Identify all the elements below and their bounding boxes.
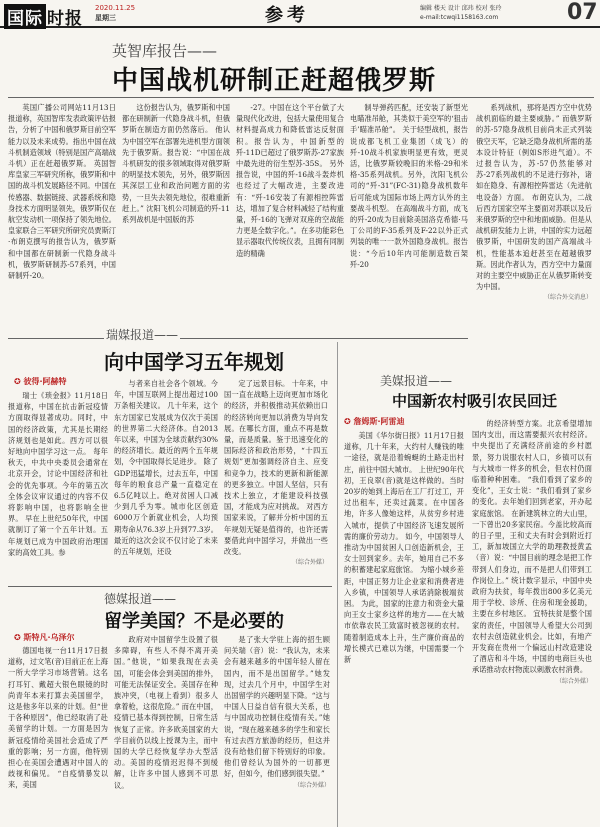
divider [8,586,332,587]
story3-byline: ✪ 斯特凡·乌泽尔 [14,633,75,642]
section-title: 参考 [265,5,309,26]
column-rule [337,342,338,827]
story1-column-5: 系列战机，那将是西方空中优势战机面临的最主要威胁。” 而俄罗斯的苏-57隐身战机目前尚未正式列装俄空天军，它缺乏隐身战机所需的基本设计特征（例如S形进气道）。不过报告认为，苏-57仍然能够对苏-27系列战机的不足进行弥补，诸如在隐身、有源相控阵雷达（先进航电设备）方面。 布朗克认为，二战后西方国家空军主要面对苏联以及后来俄罗斯的空中和地面威胁。但是从战机研发能力上讲，中国的实力远超俄罗斯，中国研发的国产高端战斗机，性能基本追赶甚至在超越俄罗斯。因此作者认为，西方空中力量面对的主要空中威胁正在从俄罗斯转变为中国。 （综合外交消息） [476,103,592,302]
divider [8,97,594,98]
story3-column-3: 是了张大学驻上海的招生顾问关瑞（音）说：“我认为，未来会有越来越多的中国年轻人留在国内，而不是出国留学。”她发现，过去几个月中，中国学生对出国留学的兴趣明显下降。“这与中国人日益自信有很大关系，也与中国成功控制住疫情有关。”她说，“现在越来越多的学生和家长有过去西方旅游的经历，但这并没有给他们留下特别好的印象。他们曾经认为国外的一切都更好，但如今，他们感到很失望。” （综合外媒） [224,635,330,789]
editor-credits: 编辑 楼天 设计 邱玮 校对 张玲 e-mail:tcwqi1158163.com [420,5,502,21]
divider [8,338,468,339]
page-number: 07 [567,0,598,25]
story2-headline: 向中国学习五年规划 [104,350,284,374]
story2-kicker: 瑞媒报道—— [106,328,179,342]
story2-column-3: 定了远景目标。 十年来，中国一直在战略上迈向更加市场化的经济，并积极推动其依赖出口的经济转向更加以消费为导向发展。在哪长方面，重点不再是数量，而是质量。鉴于迅速变化的国际经济和政治形势，“十四五规划”更加强调经济自主、应变和竞争力，技术的更新和新能源的更多独立。中国人坚信，只有技术上独立，才能建设科技强国，才能成为应对挑战。 对西方国家来说，了解并分析中国的五年规划无疑是值得的，也许还需要借此向中国学习，并做出一些改变。 （综合外媒） [224,379,328,567]
story1-column-1: 英国广播公司网站11月13日报道称，英国智库发表政策评估报告，分析了中国和俄罗斯目前空军能力以及未来成势。指出中国在战斗机制造领域（特别是国产高端战斗机）正在赶超俄罗斯。 英国智库皇家三军研究所称，俄罗斯和中国的战斗机发展路径不同。中国在传感器、数据链接、武器系统和隐身技术方面明显领先，俄罗斯仅在航空发动机一项保持了领先地位。 皇家联合三军研究所研究员贾斯汀·布朗克撰写的报告认为，俄罗斯和中国都在研制新一代隐身战斗机，俄罗斯研制苏-57系列，中国研制歼-20。 [8,103,116,281]
story3-column-1: 德国电视一台11月17日报道称，过文笔(音)目前正在上海一所大学学习市场营销。这名打耳钉、戴超大银色眼镜的时尚青年本来打算去美国留学，这是他多年以来的计划。但“世于各种原因”，他已经取消了赴美留学的计划。一方面是因为新冠疫情给美国社会造成了严重的影响；另一方面，他特别担心在美国会遭遇对中国人的歧视和偏见。 “自疫情暴发以来，美国 [8,646,108,790]
story1-column-3: -27。中国在这个平台做了大量现代化改进，包括大量使用复合材料提高成力和降低雷达反射面积。报告认为，中国新型的歼-11D已超过了俄罗斯苏-27家族中最先进的衍生型苏-35S。 另外报告说，中国的歼-16战斗轰炸机也经过了大幅改进，主要改进有：“歼-16安装了有源相控阵雷达，增加了复合材料减轻了结构重量，歼-16的飞弹对双座的空战能力更是全数字化。”。在多功能彩色显示器取代传统仪表，且拥有同制造的精确 [236,103,344,258]
masthead [0,0,600,28]
newspaper-logo: 国际 时报 [4,4,83,29]
story3-kicker: 德媒报道—— [104,592,177,606]
story1-headline: 中国战机研制正赶超俄罗斯 [112,66,437,96]
story2-column-1: 瑞士《琐金报》11月18日报道称，中国在抗击新冠疫情方面取得显著成功。同时，中国的经济政策，尤其是长期经济规划也是如此。西方可以很好地向中国学习这一点。 每年秋天，中共中央委员会通常在北京开会，讨论中国经济和社会的优先事项。今年的第五次全体会议审议通过的内容不仅将影响中国，也将影响全世界。 早在上世纪50年代，中国就制订了第一个五年计划。五年规划已成为中国政府治理国家的高效工具。参 [8,391,108,557]
issue-date: 2020.11.25 星期三 [95,4,136,22]
story1-kicker: 英智库报告—— [112,42,218,60]
story4-column-2: 的经济转型方案。北京希望增加国内支出，而这需要振兴农村经济。中央提出了充满经济前途的乡村愿景，努力说服农村人口，乡镇可以有与大城市一样多的机会，但农村仍面临着种种困难。 “我们看到了家乡的变化”，王女士说：“我们看到了家乡的变化。去年她们回到老家，开办起家庭旅馆。 在新建筑林立的大山里，一下曾出20多家民宿。今盖比较高而的日子里，王和丈夫有时会到附近打工，新加坡国立大学的助理教授黄孟（音）说：“中国目前的理念是把工作带到人们身边，而不是把人们带到工作岗位上。” 统计数字显示，中国中央政府为扶贫，每年拨出800多亿美元用于学校、诊所、住房和现金援助，主要在乡村地区。 宜特扶贫是整个国家的责任，中国领导人希望大公司到农村去创造就业机会。比如，有地产开发商在贵州一个偏远山村改造建设了酒店和斗牛场，中国的电商巨头也承诺推动农村物流以刺激农村消费。 （综合外媒） [472,419,592,685]
story1-column-2: 这份报告认为，俄罗斯和中国都在研制新一代隐身战斗机，但俄罗斯在制造方面仍然落后。 他认为中国空军在部署先进机型方面领先于俄罗斯。报告说：“中国在战斗机研发的很多领域取得对俄罗斯的明显技术领先，另外，俄罗斯因其深层工业和政治问题方面的劣势，一旦失去领先地位，很难重新赶上。” 沈阳飞机公司制造的歼-11系列战机是中国版的苏 [122,103,230,225]
story3-column-2: 政府对中国留学生设置了很多障碍，有些人不得不离开美国。”他说，“如果我现在去美国，可能会体会到美国的排外，可能无法保证安全。美国存在种族冲突，（电视上看到）很多人拿着枪，这很危险。” 而在中国，疫情已基本得到控制，日常生活恢复了正常。许多欧美国家的大学目前仍以线上授课为主，而中国的大学已经恢复学办大型活动。美国的疫情迟迟得不到缓解，让许多中国人感到不可思议。 [114,635,218,790]
story4-column-1: 美国《华尔街日报》11月17日报道称，几十年来，大约村人赚钱的唯一途径，就是沿着蜿蜒的土路走出村庄，前往中国大城市。 上世纪90年代初，王良翠(音)就是这样做的。当时20岁的她到上海后在工厂打过工，开过出租车，还卖过蔬菜。在中国各地，许多人像她这样，从贫穷乡村进入城市，提供了中国经济飞速发展所需的廉价劳动力。 如今，中国领导人推动为中国贫困人口创造新机会，王女士回到家乡。去年，她用自己不多的积蓄建起家庭旅馆。 为缩小城乡差距，中国正努力让企业家和消费者进入乡镇，中国领导人承诺消除极端贫困。 为此，国家的注意力和资金大量向王女士家乡这样的地方——在大城市依靠农民工致富时被忽视的农村。 随着制造成本上升，生产廉价商品的增长模式已难以为继，中国需要一个新 [344,431,464,665]
story4-byline: ✪ 詹姆斯·阿雷迪 [344,417,405,426]
story2-column-2: 与者来自社会各个领域。今年，中国互联网上提出超过100万条相关建议。 几十年来，这个东方国家已发展成为仅次于美国的世界第二大经济体。自2013年以来，中国为全球贡献约30%的经济增长。最近的两个五年规划，令中国取得长足进步。 除了GDP迅猛增长，过去五年，中国每年的粮食总产量一直稳定在6.5亿吨以上。绝对贫困人口减少到几乎为零。城市化区创造6000万个新就业机会，人均预期寿命从76.3岁上升到77.3岁。最近的这次会议不仅讨论了未来的五年规划，还设 [114,379,218,557]
story1-column-4: 制导弹药匹配，还安装了新型光电瞄准吊舱，其类似于美空军的‘狙击手’瞄准吊舱”。 关于轻型战机，报告说成都飞机工业集团（成飞）的歼-10战斗机家族明显更有效，更灵活，比俄罗斯较晚旧的米格-29和米格-35系列战机。另外，沈阳飞机公司的“歼-31”(FC-31)隐身战机数年后可能成为国际市场上两方认外的主要战斗机型。 在高端战斗方面，成飞的歼-20成为目前除美国洛克希德·马丁公司的F-35系列及F-22以外正式列装的唯一一款外国隐身战机。报告说：“今后10年内可能制造数百架歼-20 [350,103,468,269]
story4-headline: 中国新农村吸引农民回迁 [392,392,558,410]
story3-headline: 留学美国？不是必要的 [104,611,284,632]
story2-byline: ✪ 彼得·阿赫特 [14,377,67,386]
story4-kicker: 美媒报道—— [380,374,453,388]
